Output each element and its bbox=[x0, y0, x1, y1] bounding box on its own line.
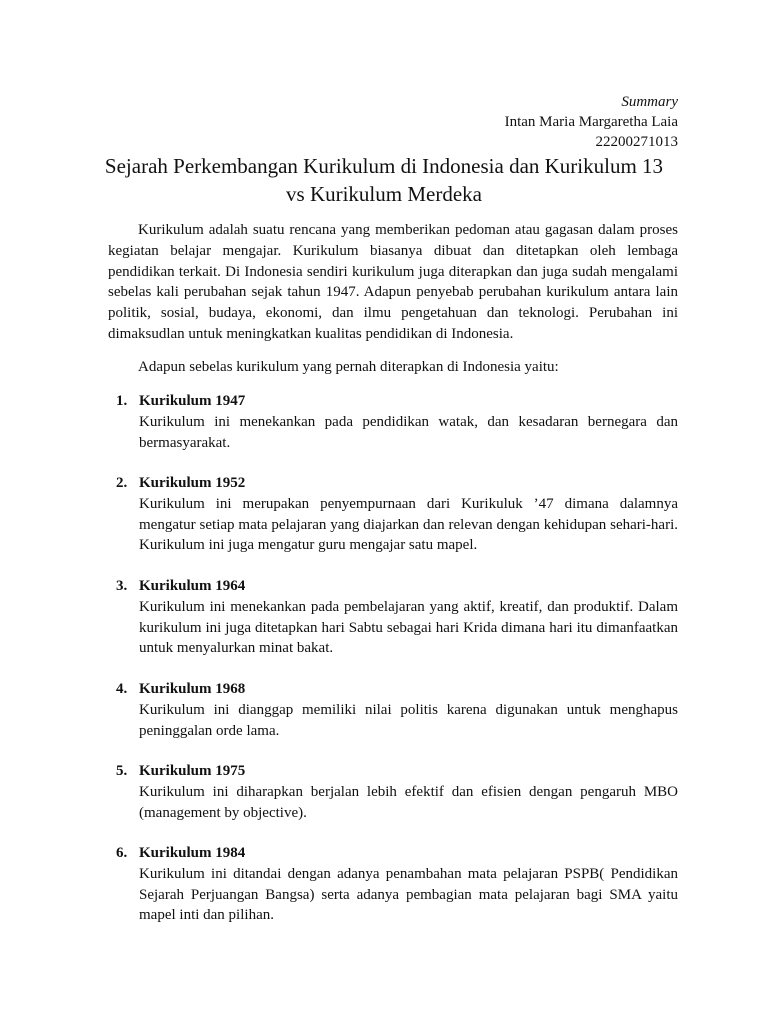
list-item-body: Kurikulum ini dianggap memiliki nilai politis karena digunakan untuk menghapus peninggalan orde lama. bbox=[139, 701, 678, 739]
list-item-number: 3. bbox=[116, 578, 128, 594]
list-item-number: 6. bbox=[116, 845, 128, 861]
list-item-body: Kurikulum ini menekankan pada pembelajaran yang aktif, kreatif, dan produktif. Dalam kurikulum ini juga ditetapkan hari Sabtu sebagai hari Krida dimana hari itu dimanfaatkan untuk menyalurkan minat bakat. bbox=[139, 598, 678, 657]
list-item-body: Kurikulum ini merupakan penyempurnaan dari Kurikuluk ’47 dimana dalamnya mengatur setiap mata pelajaran yang diajarkan dan relevan dengan kehidupan sehari-hari. Kurikulum ini juga mengatur guru mengajar satu mapel. bbox=[139, 495, 678, 554]
list-item-heading: Kurikulum 1968 bbox=[139, 681, 246, 697]
list-item-heading: Kurikulum 1947 bbox=[139, 393, 246, 409]
list-item-number: 5. bbox=[116, 763, 128, 779]
document-title bbox=[60, 152, 708, 208]
intro-paragraph: Kurikulum adalah suatu rencana yang memberikan pedoman atau gagasan dalam proses kegiatan belajar mengajar. Kurikulum biasanya dibuat dan ditetapkan oleh lembaga pendidikan terkait. Di Indonesia sendiri kurikulum juga diterapkan dan juga sudah mengalami sebelas kali perubahan sejak tahun 1947. Adapun penyebab perubahan kurikulum antara lain politik, sosial, budaya, ekonomi, dan ilmu pengetahuan dan teknologi. Perubahan ini dimaksudlan untuk meningkatkan kualitas pendidikan di Indonesia. bbox=[108, 222, 678, 342]
list-item-heading: Kurikulum 1964 bbox=[139, 578, 246, 594]
list-item-number: 2. bbox=[116, 475, 128, 491]
list-item-heading: Kurikulum 1952 bbox=[139, 475, 246, 491]
list-item-body: Kurikulum ini menekankan pada pendidikan watak, dan kesadaran bernegara dan bermasyarakat. bbox=[139, 413, 678, 451]
list-lead-paragraph: Adapun sebelas kurikulum yang pernah diterapkan di Indonesia yaitu: bbox=[138, 359, 559, 375]
list-item-body: Kurikulum ini diharapkan berjalan lebih efektif dan efisien dengan pengaruh MBO (management by objective). bbox=[139, 783, 678, 821]
list-item-number: 4. bbox=[116, 681, 128, 697]
list-item-body: Kurikulum ini ditandai dengan adanya penambahan mata pelajaran PSPB( Pendidikan Sejarah Perjuangan Bangsa) serta adanya pembagian mata pelajaran bagi SMA yaitu mapel inti dan pilihan. bbox=[139, 865, 678, 924]
header-block bbox=[505, 92, 678, 152]
author-name: Intan Maria Margaretha Laia bbox=[504, 114, 678, 130]
student-id: 22200271013 bbox=[595, 134, 678, 150]
list-item-heading: Kurikulum 1984 bbox=[139, 845, 246, 861]
title-line-1: Sejarah Perkembangan Kurikulum di Indonesia dan Kurikulum 13 bbox=[104, 154, 664, 178]
list-item-heading: Kurikulum 1975 bbox=[139, 763, 246, 779]
list-item-number: 1. bbox=[116, 393, 128, 409]
summary-label: Summary bbox=[621, 94, 678, 110]
title-line-2: vs Kurikulum Merdeka bbox=[286, 182, 482, 206]
